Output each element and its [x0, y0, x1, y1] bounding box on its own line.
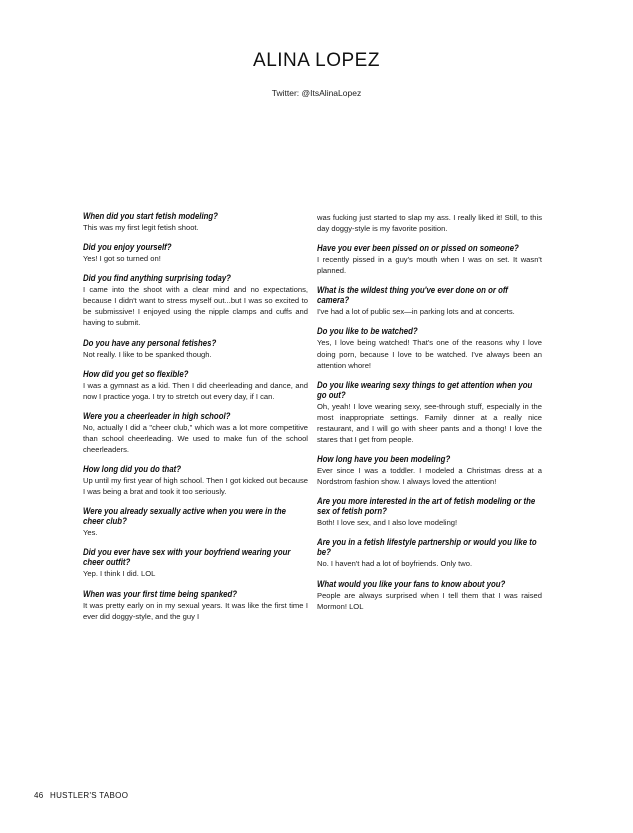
qa-item: [317, 326, 542, 370]
interview-answer: No. I haven't had a lot of boyfriends. Only two.: [317, 559, 473, 569]
qa-item: [317, 454, 542, 487]
interview-question: What would you like your fans to know about you?: [317, 578, 506, 589]
interview-question: Do you like to be watched?: [317, 326, 418, 337]
page-footer: [34, 791, 128, 800]
interview-answer: Not really. I like to be spanked though.: [83, 349, 212, 359]
qa-item: [83, 273, 308, 328]
interview-question: Did you enjoy yourself?: [83, 242, 172, 253]
twitter-handle: Twitter: @ItsAlinaLopez: [271, 88, 362, 98]
interview-question: Did you find anything surprising today?: [83, 273, 231, 284]
qa-item: [83, 411, 308, 455]
interview-question: Do you have any personal fetishes?: [83, 337, 217, 348]
interview-answer: I recently pissed in a guy's mouth when I was on set. It wasn't planned.: [317, 255, 542, 276]
interview-question: What is the wildest thing you've ever done on or off camera?: [317, 285, 508, 306]
interview-question: Do you like wearing sexy things to get attention when you go out?: [317, 379, 533, 400]
interview-question: When was your first time being spanked?: [83, 588, 238, 599]
qa-item: [83, 369, 308, 402]
qa-item: [317, 285, 542, 317]
interview-answer: Oh, yeah! I love wearing sexy, see-through stuff, especially in the most inappropriate settings. Family dinner at a really nice restaurant, and I will go with sheer pants and a thong! I love the stares that I get from people.: [317, 401, 542, 445]
qa-item: [317, 496, 542, 528]
interview-answer: People are always surprised when I tell them that I was raised Mormon! LOL: [317, 590, 542, 611]
interview-answer: Up until my first year of high school. Then I got kicked out because I was being a brat and took it too seriously.: [83, 476, 308, 497]
interview-answer: No, actually I did a "cheer club," which was a lot more competitive than school cheerleading. We used to make fun of the school cheerleaders.: [83, 422, 308, 455]
interview-question: Are you in a fetish lifestyle partnership or would you like to be?: [317, 537, 537, 558]
qa-item: [317, 380, 542, 445]
qa-item: [317, 212, 542, 234]
interview-question: When did you start fetish modeling?: [83, 211, 218, 221]
interview-question: Were you already sexually active when you were in the cheer club?: [83, 506, 287, 527]
interview-question: Are you more interested in the art of fetish modeling or the sex of fetish porn?: [317, 496, 536, 517]
interview-answer: It was pretty early on in my sexual years. It was like the first time I ever did doggy-style, and the guy I: [83, 600, 308, 621]
interview-answer: Yep. I think I did. LOL: [83, 569, 156, 579]
page-header: [0, 50, 633, 98]
interview-answer: I was a gymnast as a kid. Then I did cheerleading and dance, and now I practice yoga. I try to stretch out every day, if I can.: [83, 380, 308, 401]
interview-question: How long have you been modeling?: [317, 454, 451, 465]
page-number: 46: [34, 791, 44, 800]
interview-question: How did you get so flexible?: [83, 368, 189, 379]
interview-answer: I came into the shoot with a clear mind and no expectations, because I didn't want to stress myself out...but I was so excited to be submissive! I enjoyed using the nipple clamps and cuffs and having to submit.: [83, 285, 308, 328]
page-title: ALINA LOPEZ: [253, 50, 380, 71]
interview-question: Did you ever have sex with your boyfriend wearing your cheer outfit?: [83, 547, 291, 568]
interview-answer: Ever since I was a toddler. I modeled a Christmas dress at a Nordstrom fashion show. I always loved the attention!: [317, 466, 542, 487]
qa-item: [317, 537, 542, 569]
right-column: [317, 211, 542, 612]
qa-item: [317, 243, 542, 276]
qa-item: [83, 242, 308, 264]
interview-answer: I've had a lot of public sex—in parking lots and at concerts.: [317, 307, 515, 317]
left-column: [83, 211, 308, 622]
interview-answer: Yes! I got so turned on!: [83, 254, 161, 264]
qa-item: [83, 338, 308, 360]
interview-answer: Both! I love sex, and I also love modeling!: [317, 518, 458, 528]
interview-answer: Yes, I love being watched! That's one of the reasons why I love doing porn, because I love to be watched. I've always been an attention whore!: [317, 338, 542, 370]
interview-answer: was fucking just started to slap my ass. I really liked it! Still, to this day doggy-style is my favorite position.: [317, 213, 542, 234]
qa-item: [83, 506, 308, 538]
interview-answer: This was my first legit fetish shoot.: [83, 223, 199, 232]
interview-question: Have you ever been pissed on or pissed on someone?: [317, 243, 519, 254]
qa-item: [83, 589, 308, 622]
qa-item: [317, 579, 542, 612]
interview-question: Were you a cheerleader in high school?: [83, 410, 231, 421]
qa-item: [83, 211, 308, 233]
publication-name: HUSTLER'S TABOO: [50, 791, 129, 800]
interview-question: How long did you do that?: [83, 464, 182, 475]
interview-answer: Yes.: [83, 528, 98, 538]
qa-item: [83, 464, 308, 497]
qa-item: [83, 547, 308, 579]
